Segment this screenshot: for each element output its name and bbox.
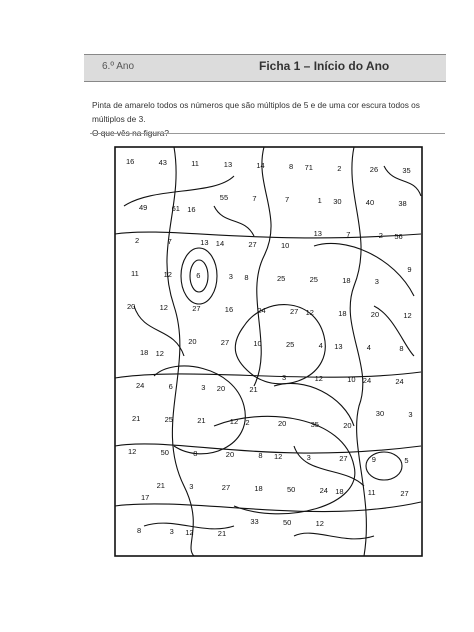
puzzle-number: 3 [408, 410, 413, 419]
puzzle-number: 18 [140, 348, 149, 357]
puzzle-number: 35 [310, 420, 319, 429]
puzzle-number: 12 [229, 417, 239, 426]
puzzle-number: 17 [141, 493, 150, 502]
puzzle-number: 12 [403, 311, 412, 320]
puzzle-number: 10 [347, 375, 356, 384]
puzzle-number: 8 [258, 451, 263, 460]
puzzle-number: 8 [193, 449, 198, 458]
puzzle-number: 25 [309, 275, 318, 284]
puzzle-number: 30 [333, 197, 342, 206]
puzzle-number: 27 [400, 489, 409, 498]
puzzle-number: 2 [337, 164, 342, 173]
puzzle-number: 71 [304, 163, 313, 172]
puzzle-number: 13 [223, 160, 233, 169]
puzzle-number: 11 [367, 488, 376, 497]
puzzle-number: 21 [249, 385, 258, 394]
puzzle-number: 3 [189, 482, 194, 491]
puzzle-number: 6 [196, 271, 201, 280]
puzzle-number: 18 [338, 309, 347, 318]
puzzle-number: 24 [362, 376, 372, 385]
puzzle-number: 21 [132, 414, 141, 423]
puzzle-number: 4 [318, 341, 323, 350]
puzzle-number: 6 [168, 382, 173, 391]
puzzle-number: 43 [158, 158, 167, 167]
puzzle-number: 8 [244, 273, 249, 282]
puzzle-number: 12 [163, 270, 172, 279]
puzzle-number: 40 [365, 198, 375, 207]
puzzle-drawing [114, 146, 424, 558]
puzzle-number: 25 [286, 340, 295, 349]
puzzle-number: 3 [169, 527, 174, 536]
puzzle-number: 27 [221, 483, 231, 492]
puzzle-number: 3 [374, 277, 379, 286]
puzzle-number: 7 [252, 194, 257, 203]
puzzle-number: 2 [378, 231, 383, 240]
puzzle-number: 8 [399, 344, 404, 353]
puzzle-number: 12 [315, 519, 324, 528]
puzzle-number: 38 [398, 199, 407, 208]
color-by-number-puzzle [114, 146, 424, 563]
puzzle-number: 20 [127, 302, 136, 311]
puzzle-number: 16 [224, 305, 234, 314]
puzzle-number: 26 [369, 165, 379, 174]
puzzle-number: 12 [159, 303, 168, 312]
puzzle-number: 14 [215, 239, 225, 248]
puzzle-number: 24 [136, 381, 145, 390]
puzzle-number: 7 [167, 237, 172, 246]
puzzle-number: 56 [394, 232, 403, 241]
puzzle-number: 14 [256, 161, 265, 170]
puzzle-number: 3 [282, 373, 287, 382]
instruction-line-1: Pinta de amarelo todos os números que são múltiplos de 5 e de uma cor escura todos os múltiplos de 3. [92, 100, 420, 124]
puzzle-number: 18 [342, 276, 351, 285]
puzzle-number: 55 [219, 193, 229, 202]
puzzle-number: 30 [375, 409, 385, 418]
puzzle-number: 50 [283, 518, 292, 527]
puzzle-number: 11 [131, 269, 139, 278]
worksheet-title: Ficha 1 – Início do Ano [259, 59, 390, 73]
puzzle-number: 33 [250, 517, 259, 526]
puzzle-number: 20 [188, 337, 197, 346]
puzzle-number: 12 [305, 308, 314, 317]
puzzle-number: 21 [156, 481, 165, 490]
puzzle-number: 20 [370, 310, 380, 319]
puzzle-number: 21 [197, 416, 206, 425]
puzzle-number: 9 [371, 455, 376, 464]
puzzle-number: 7 [285, 195, 290, 204]
puzzle-number: 3 [201, 383, 206, 392]
instruction-line-2: O que vês na figura? [92, 128, 170, 138]
puzzle-number: 1 [317, 196, 322, 205]
puzzle-number: 7 [346, 230, 351, 239]
puzzle-number: 12 [155, 349, 164, 358]
worksheet-header [84, 54, 446, 82]
puzzle-number: 12 [274, 452, 283, 461]
puzzle-number: 8 [289, 162, 294, 171]
puzzle-number: 50 [287, 485, 296, 494]
puzzle-number: 27 [290, 307, 299, 316]
puzzle-number: 27 [220, 338, 230, 347]
puzzle-number: 18 [335, 487, 344, 496]
puzzle-number: 3 [228, 272, 233, 281]
puzzle-number: 4 [366, 343, 371, 352]
puzzle-number: 13 [200, 238, 209, 247]
grade-label: 6.º Ano [102, 61, 135, 72]
puzzle-number: 21 [217, 529, 227, 538]
puzzle-number: 12 [185, 528, 194, 537]
puzzle-number: 2 [245, 418, 250, 427]
puzzle-number: 18 [254, 484, 263, 493]
puzzle-number: 16 [126, 157, 135, 166]
puzzle-number: 5 [404, 456, 409, 465]
puzzle-number: 3 [306, 453, 311, 462]
puzzle-number: 20 [225, 450, 235, 459]
puzzle-number: 2 [135, 236, 140, 245]
puzzle-number: 20 [216, 384, 226, 393]
puzzle-number: 27 [192, 304, 201, 313]
puzzle-number: 20 [343, 421, 352, 430]
puzzle-number: 24 [257, 306, 266, 315]
puzzle-number: 50 [160, 448, 169, 457]
puzzle-number: 16 [187, 205, 196, 214]
puzzle-number: 12 [128, 447, 137, 456]
puzzle-number: 24 [319, 486, 328, 495]
puzzle-number: 24 [395, 377, 404, 386]
puzzle-number: 20 [278, 419, 287, 428]
puzzle-number: 35 [402, 166, 411, 175]
puzzle-number: 27 [339, 454, 348, 463]
puzzle-number: 61 [171, 204, 180, 213]
puzzle-number: 25 [164, 415, 173, 424]
divider-line [90, 133, 445, 134]
puzzle-number: 9 [407, 265, 412, 274]
puzzle-number: 10 [253, 339, 262, 348]
puzzle-number: 11 [191, 159, 199, 168]
puzzle-number: 27 [248, 240, 257, 249]
puzzle-number: 49 [139, 203, 148, 212]
puzzle-number: 25 [277, 274, 286, 283]
puzzle-number: 13 [334, 342, 343, 351]
puzzle-number: 10 [281, 241, 290, 250]
puzzle-number: 8 [137, 526, 142, 535]
puzzle-number: 12 [314, 374, 323, 383]
puzzle-number: 13 [313, 229, 322, 238]
